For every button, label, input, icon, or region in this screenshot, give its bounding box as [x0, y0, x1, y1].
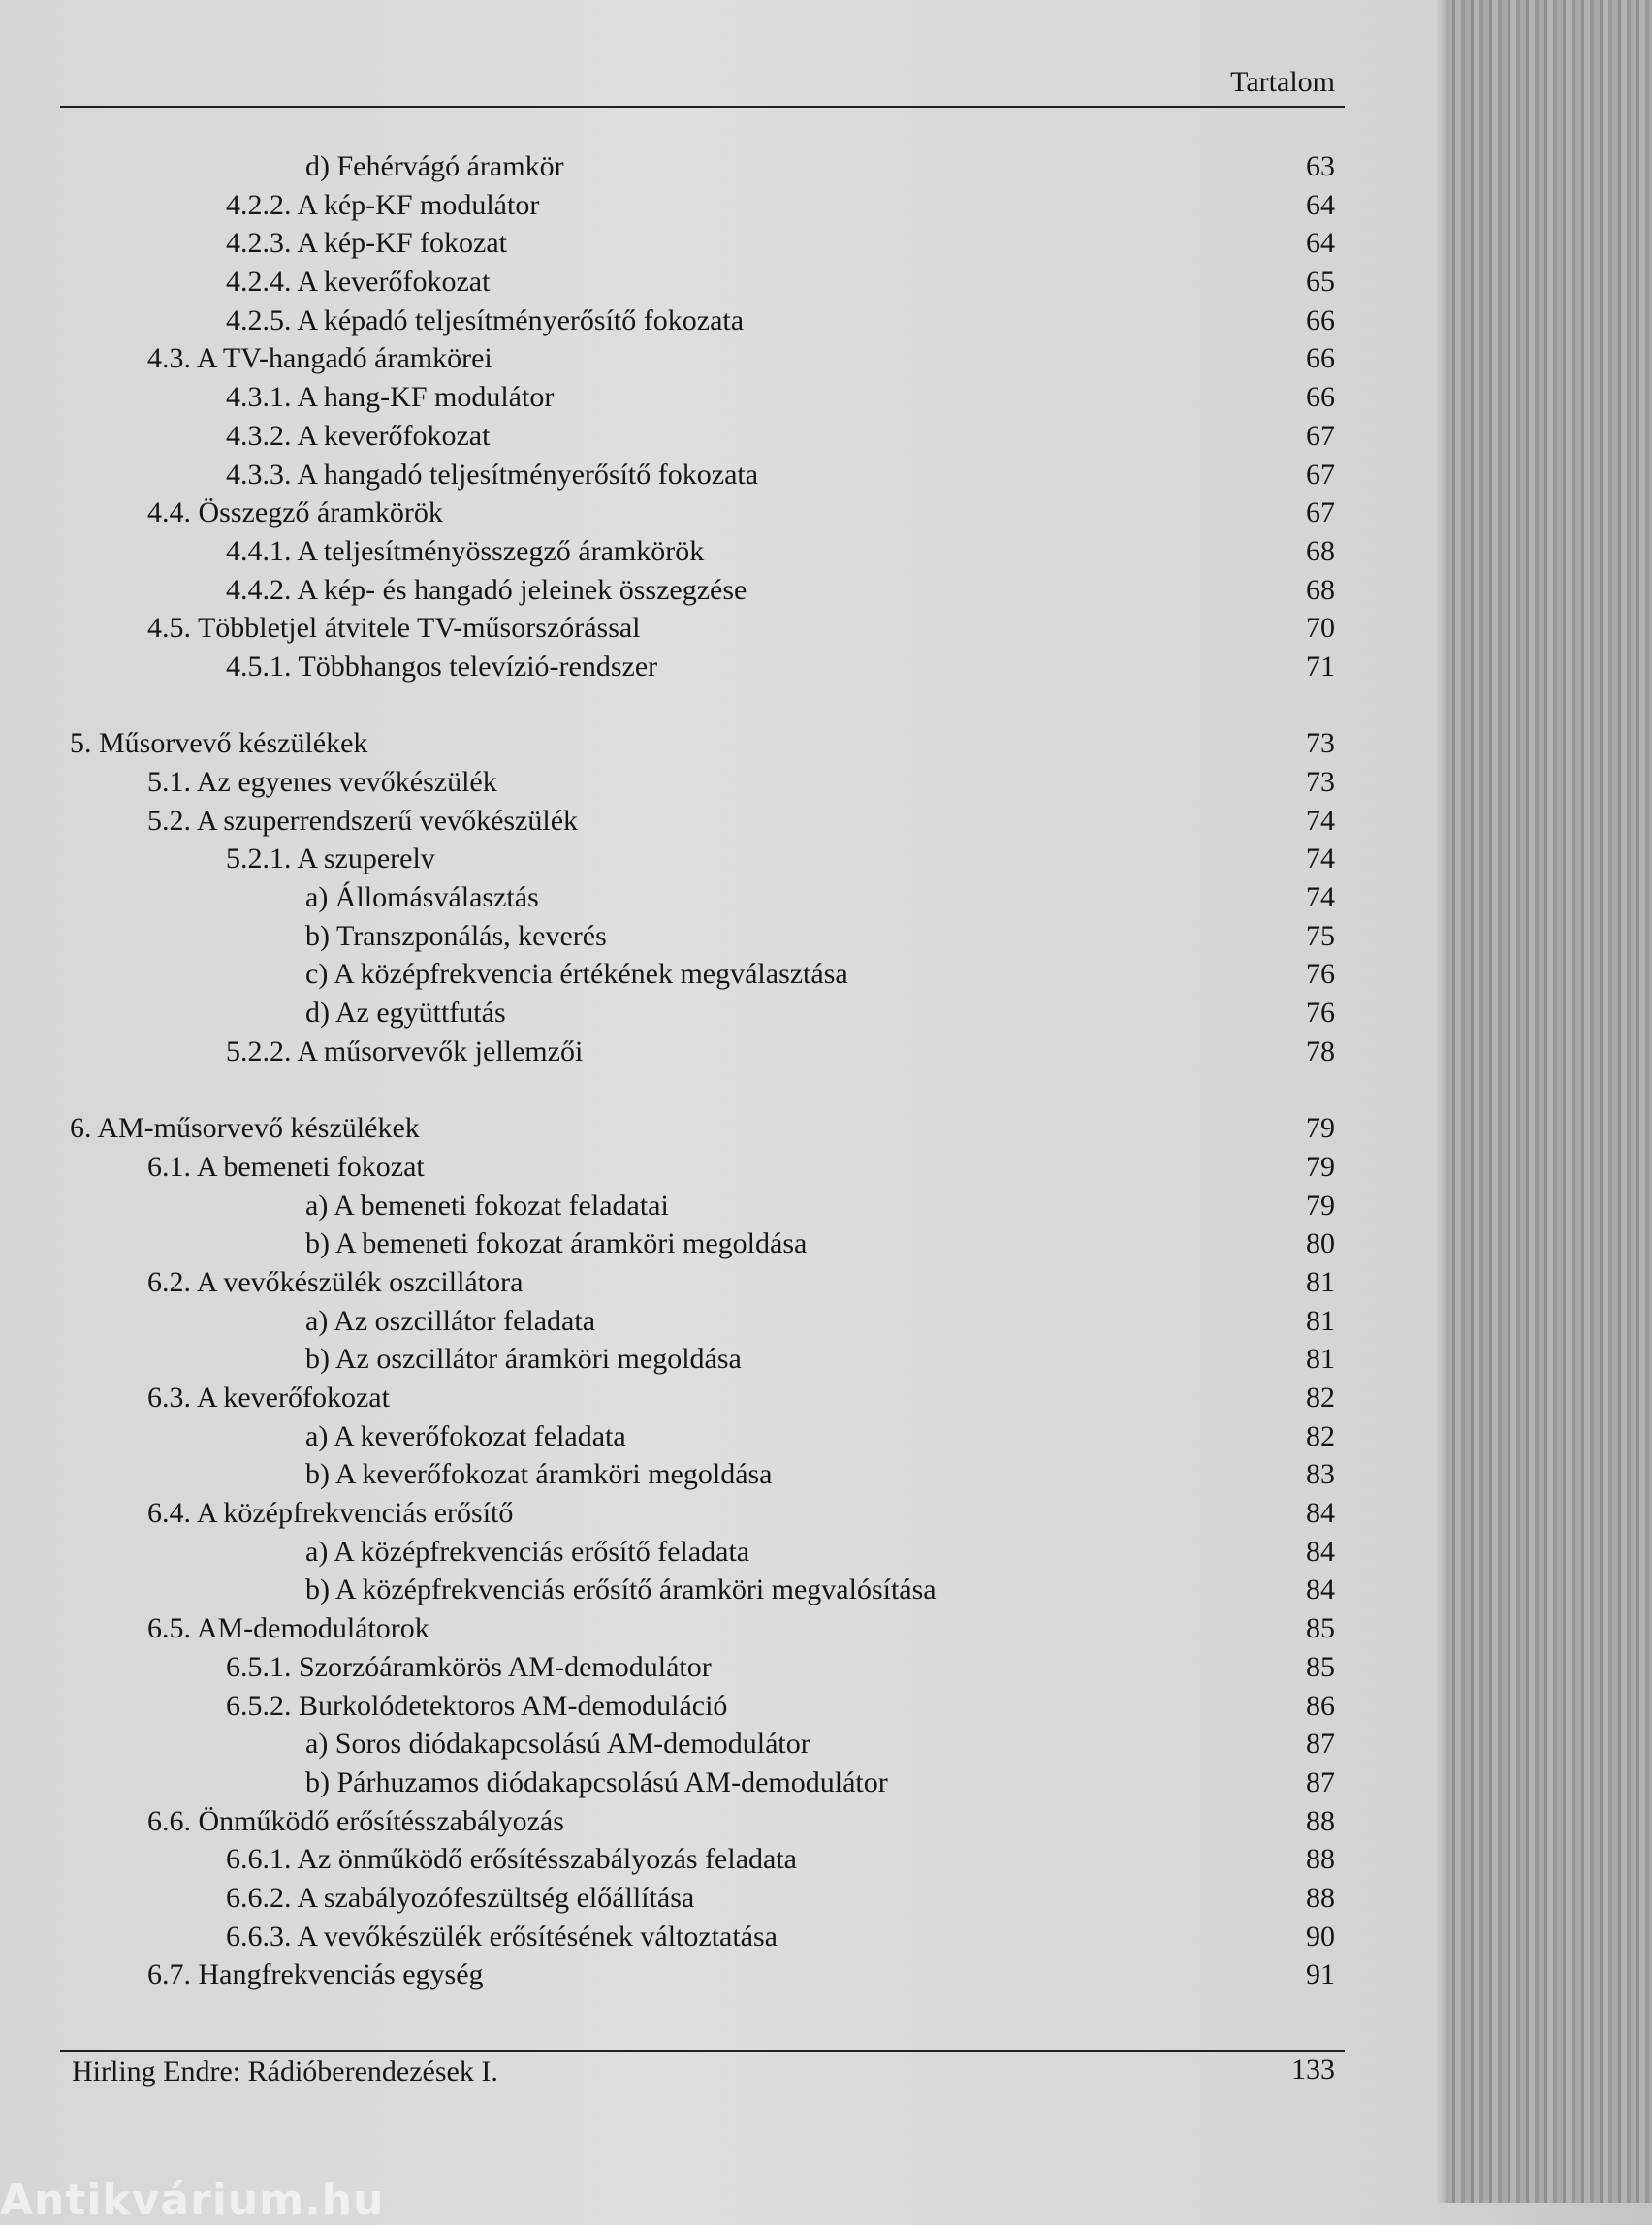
toc-entry [0, 609, 1652, 648]
toc-entry-title: 4.3.1. A hang-KF modulátor [226, 381, 555, 414]
toc-entry-page: 63 [1306, 150, 1335, 182]
toc-entry-title: 5.2.1. A szuperelv [226, 842, 435, 875]
toc-entry [0, 263, 1652, 302]
toc-entry-page: 67 [1306, 458, 1335, 491]
toc-entry-title: 6.6.3. A vevőkészülék erősítésének változtatása [226, 1920, 778, 1953]
toc-entry [0, 1764, 1652, 1802]
toc-entry-title: 6.5.2. Burkolódetektoros AM-demoduláció [226, 1689, 728, 1722]
toc-entry-page: 81 [1306, 1304, 1335, 1337]
header-rule [60, 106, 1345, 108]
toc-entry-title: a) A bemeneti fokozat feladatai [305, 1189, 669, 1222]
toc-entry-page: 87 [1306, 1728, 1335, 1761]
watermark-logo: Antikvárium.hu [0, 2176, 385, 2225]
toc-entry [0, 1533, 1652, 1572]
toc-entry-title: b) A bemeneti fokozat áramköri megoldása [305, 1227, 808, 1260]
toc-entry-title: 6.2. A vevőkészülék oszcillátora [147, 1265, 524, 1298]
toc-entry [0, 493, 1652, 532]
toc-entry-title: 6.1. A bemeneti fokozat [147, 1150, 425, 1183]
toc-entry-page: 80 [1306, 1227, 1335, 1260]
toc-entry [0, 1494, 1652, 1533]
toc-entry [0, 648, 1652, 686]
toc-entry [0, 1955, 1652, 1994]
toc-entry [0, 532, 1652, 571]
toc-entry-title: b) Transzponálás, keverés [305, 919, 607, 952]
toc-entry-page: 82 [1306, 1419, 1335, 1452]
toc-entry-page: 73 [1306, 766, 1335, 798]
toc-entry-title: 4.2.5. A képadó teljesítményerősítő fokozata [226, 303, 745, 336]
toc-entry-page: 81 [1306, 1265, 1335, 1298]
toc-entry [0, 1609, 1652, 1648]
toc-entry-page: 91 [1306, 1958, 1335, 1991]
toc-entry-title: 4.5. Többletjel átvitele TV-műsorszórással [147, 612, 641, 645]
running-header: Tartalom [1230, 66, 1335, 98]
toc-entry-title: 5.2.2. A műsorvevők jellemzői [226, 1034, 584, 1067]
toc-entry [0, 878, 1652, 917]
toc-entry-page: 76 [1306, 997, 1335, 1030]
toc-entry-title: b) A keverőfokozat áramköri megoldása [305, 1458, 773, 1491]
toc-entry-title: c) A középfrekvencia értékének megválasztása [305, 958, 848, 991]
blank-line [0, 1071, 1652, 1110]
toc-entry-title: 4.3. A TV-hangadó áramkörei [147, 342, 492, 375]
toc-entry-page: 74 [1306, 804, 1335, 837]
toc-entry-title: a) A keverőfokozat feladata [305, 1419, 626, 1452]
toc-entry [0, 802, 1652, 841]
toc-entry-title: 4.4. Összegző áramkörök [147, 496, 443, 529]
toc-entry-title: d) Az együttfutás [305, 997, 506, 1030]
toc-entry-page: 82 [1306, 1382, 1335, 1414]
toc-entry-page: 84 [1306, 1573, 1335, 1606]
toc-entry [0, 456, 1652, 494]
toc-entry [0, 339, 1652, 378]
toc-entry-page: 71 [1306, 650, 1335, 683]
toc-entry-title: a) A középfrekvenciás erősítő feladata [305, 1535, 750, 1568]
toc-entry-page: 85 [1306, 1650, 1335, 1683]
toc-entry [0, 302, 1652, 340]
toc-entry-page: 78 [1306, 1034, 1335, 1067]
toc-entry-page: 66 [1306, 342, 1335, 375]
toc-entry-title: 4.2.2. A kép-KF modulátor [226, 188, 540, 221]
toc-entry [0, 1918, 1652, 1956]
toc-entry-title: 6.5.1. Szorzóáramkörös AM-demodulátor [226, 1650, 712, 1683]
footer-rule [60, 2050, 1345, 2052]
toc-entry [0, 1648, 1652, 1687]
toc-entry [0, 763, 1652, 802]
footer-book-title: Hirling Endre: Rádióberendezések I. [72, 2055, 498, 2087]
toc-entry [0, 1802, 1652, 1841]
toc-entry-page: 64 [1306, 188, 1335, 221]
toc-entry-title: 4.2.3. A kép-KF fokozat [226, 227, 507, 260]
toc-entry-page: 84 [1306, 1497, 1335, 1530]
toc-entry [0, 1455, 1652, 1494]
toc-entry [0, 417, 1652, 456]
toc-entry-title: 6.4. A középfrekvenciás erősítő [147, 1497, 514, 1530]
toc-entry-title: 5.2. A szuperrendszerű vevőkészülék [147, 804, 579, 837]
toc-entry-title: d) Fehérvágó áramkör [305, 150, 564, 182]
toc-entry-title: 6. AM-műsorvevő készülékek [70, 1112, 420, 1145]
toc-entry-title: a) Soros diódakapcsolású AM-demodulátor [305, 1728, 810, 1761]
toc-entry [0, 1187, 1652, 1225]
toc-entry [0, 1148, 1652, 1187]
toc-entry-title: 6.3. A keverőfokozat [147, 1382, 390, 1414]
toc-entry [0, 571, 1652, 610]
toc-entry-page: 88 [1306, 1804, 1335, 1837]
toc-entry [0, 1263, 1652, 1302]
toc-entry-page: 90 [1306, 1920, 1335, 1953]
blank-line [0, 686, 1652, 725]
toc-entry-page: 70 [1306, 612, 1335, 645]
toc-entry-title: b) A középfrekvenciás erősítő áramköri megvalósítása [305, 1573, 937, 1606]
toc-entry-title: 4.2.4. A keverőfokozat [226, 266, 491, 299]
toc-entry [0, 1417, 1652, 1456]
toc-entry [0, 1840, 1652, 1879]
footer-page-number: 133 [1291, 2053, 1335, 2085]
toc-entry-title: 5. Műsorvevő készülékek [70, 727, 368, 760]
toc-entry-title: 4.3.3. A hangadó teljesítményerősítő fokozata [226, 458, 759, 491]
toc-entry-page: 67 [1306, 496, 1335, 529]
toc-entry-title: 4.3.2. A keverőfokozat [226, 419, 491, 452]
toc-entry-page: 65 [1306, 266, 1335, 299]
toc-entry [0, 955, 1652, 994]
toc-entry-page: 88 [1306, 1881, 1335, 1914]
toc-entry-page: 68 [1306, 573, 1335, 606]
toc-entry-title: 5.1. Az egyenes vevőkészülék [147, 766, 497, 798]
toc-entry [0, 224, 1652, 263]
toc-entry-title: b) Párhuzamos diódakapcsolású AM-demodulátor [305, 1765, 888, 1798]
toc-entry-title: 4.4.1. A teljesítményösszegző áramkörök [226, 534, 705, 567]
toc-entry [0, 147, 1652, 186]
toc-entry-page: 87 [1306, 1765, 1335, 1798]
toc-entry-page: 74 [1306, 881, 1335, 914]
toc-entry-page: 88 [1306, 1843, 1335, 1876]
toc-entry [0, 1340, 1652, 1379]
toc-entry-page: 85 [1306, 1612, 1335, 1645]
toc-entry-title: a) Állomásválasztás [305, 881, 539, 914]
toc-entry-title: 6.5. AM-demodulátorok [147, 1612, 429, 1645]
toc-entry-page: 64 [1306, 227, 1335, 260]
toc-entry [0, 1725, 1652, 1764]
toc-entry [0, 994, 1652, 1033]
toc-entry-title: 6.6. Önműködő erősítésszabályozás [147, 1804, 564, 1837]
toc-entry-page: 86 [1306, 1689, 1335, 1722]
toc-entry [0, 1687, 1652, 1726]
toc-entry [0, 378, 1652, 417]
toc-entry-title: a) Az oszcillátor feladata [305, 1304, 596, 1337]
toc-entry [0, 1379, 1652, 1417]
toc-entry [0, 840, 1652, 878]
toc-entry-page: 67 [1306, 419, 1335, 452]
toc-entry [0, 1033, 1652, 1071]
toc-entry-title: 6.6.1. Az önműködő erősítésszabályozás feladata [226, 1843, 797, 1876]
toc-entry [0, 917, 1652, 956]
toc-entry-page: 84 [1306, 1535, 1335, 1568]
toc-entry-title: b) Az oszcillátor áramköri megoldása [305, 1343, 742, 1376]
toc-entry-page: 75 [1306, 919, 1335, 952]
toc-entry-page: 81 [1306, 1343, 1335, 1376]
toc-entry-title: 4.4.2. A kép- és hangadó jeleinek összegzése [226, 573, 747, 606]
toc-entry-page: 74 [1306, 842, 1335, 875]
toc-entry-page: 68 [1306, 534, 1335, 567]
toc-entry-page: 66 [1306, 303, 1335, 336]
toc-entry-page: 79 [1306, 1150, 1335, 1183]
toc-entry-title: 6.6.2. A szabályozófeszültség előállítása [226, 1881, 695, 1914]
toc-entry [0, 724, 1652, 763]
toc-entry-page: 79 [1306, 1112, 1335, 1145]
toc-entry-title: 4.5.1. Többhangos televízió-rendszer [226, 650, 658, 683]
toc-entry-page: 76 [1306, 958, 1335, 991]
toc-entry [0, 186, 1652, 225]
toc-entry-page: 66 [1306, 381, 1335, 414]
toc-entry [0, 1879, 1652, 1918]
toc-entry-page: 79 [1306, 1189, 1335, 1222]
toc-entry-title: 6.7. Hangfrekvenciás egység [147, 1958, 484, 1991]
toc-entry [0, 1109, 1652, 1148]
toc-entry-page: 73 [1306, 727, 1335, 760]
toc-entry [0, 1302, 1652, 1341]
toc-entry [0, 1224, 1652, 1263]
toc-entry [0, 1571, 1652, 1609]
toc-entry-page: 83 [1306, 1458, 1335, 1491]
table-of-contents [0, 147, 1652, 1994]
